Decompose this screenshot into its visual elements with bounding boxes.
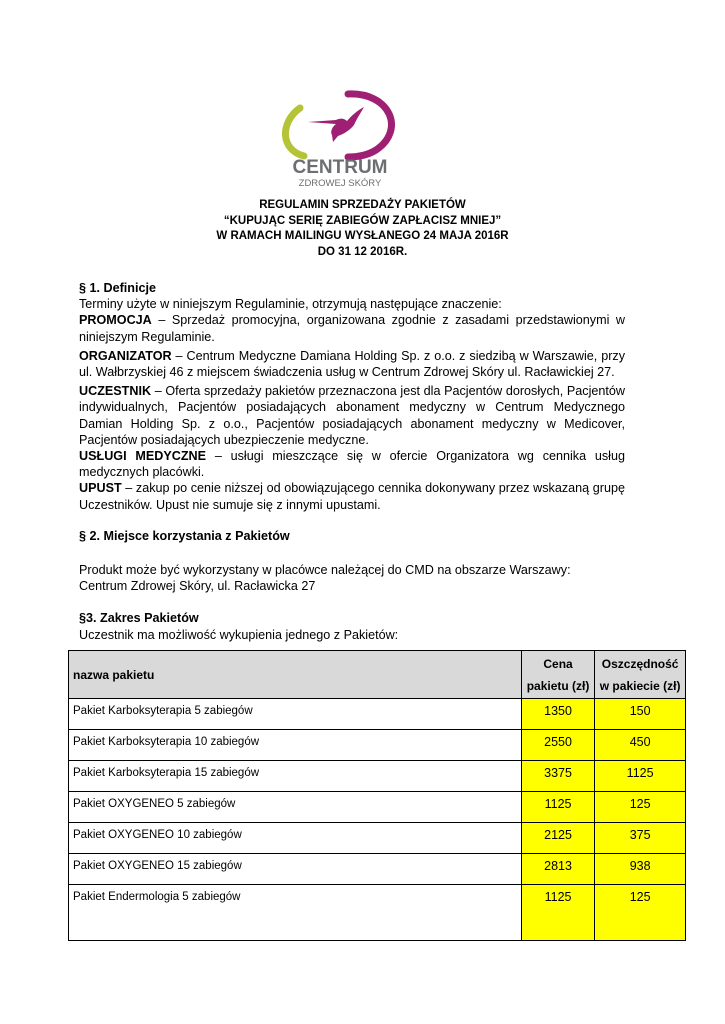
title-line-3: W RAMACH MAILINGU WYSŁANEGO 24 MAJA 2016R: [216, 230, 509, 242]
definition-uslugi-medyczne: [79, 448, 625, 480]
definition-term: UPUST: [79, 481, 122, 496]
packages-table: [68, 650, 686, 941]
header-price-line-2: pakietu (zł): [526, 679, 590, 693]
logo-green-arc: [285, 108, 304, 156]
header-package-name: nazwa pakietu: [69, 651, 522, 699]
logo-text-main: CENTRUM: [292, 157, 388, 178]
package-price: 2813: [521, 854, 594, 885]
header-savings: [595, 651, 686, 699]
package-savings: 125: [595, 885, 686, 941]
package-name: Pakiet Karboksyterapia 5 zabiegów: [69, 699, 522, 730]
title-line-2: “KUPUJĄC SERIĘ ZABIEGÓW ZAPŁACISZ MNIEJ”: [223, 214, 502, 227]
definition-term: ORGANIZATOR: [79, 348, 172, 363]
section-2-line-1: Produkt może być wykorzystany w placówce należącej do CMD na obszarze Warszawy:: [79, 563, 571, 578]
package-name: Pakiet OXYGENEO 15 zabiegów: [69, 854, 522, 885]
header-price: [521, 651, 594, 699]
package-name: Pakiet Karboksyterapia 10 zabiegów: [69, 730, 522, 761]
centrum-zdrowej-skory-logo: [278, 88, 402, 196]
definition-organizator: [79, 348, 625, 380]
table-row: [69, 730, 686, 761]
package-name: Pakiet Endermologia 5 zabiegów: [69, 885, 522, 941]
definition-term: UCZESTNIK: [79, 384, 152, 399]
package-savings: 375: [595, 823, 686, 854]
package-price: 2125: [521, 823, 594, 854]
definition-text: – Oferta sprzedaży pakietów przeznaczona jest dla Pacjentów dorosłych, Pacjentów indywidualnych, Pacjentów posiadających abonament medyczny w Centrum Medycznego Damian Holding Sp. z o.o., Pacjentów posiadających abonament medyczny w Medicover, Pacjentów posiadających ubezpieczenie medyczne.: [79, 384, 625, 447]
package-savings: 450: [595, 730, 686, 761]
table-header-row: [69, 651, 686, 699]
package-price: 1350: [521, 699, 594, 730]
table-row: [69, 823, 686, 854]
table-row: [69, 761, 686, 792]
section-3-heading: §3. Zakres Pakietów: [79, 611, 199, 626]
hummingbird-icon: [278, 88, 402, 196]
logo-text-sub: ZDROWEJ SKÓRY: [298, 178, 382, 189]
definition-text: – zakup po cenie niższej od obowiązującego cennika dokonywany przez wskazaną grupę Uczestników. Upust nie sumuje się z innymi upustami.: [79, 481, 625, 512]
section-1-intro: Terminy użyte w niniejszym Regulaminie, otrzymują następujące znaczenie:: [79, 297, 502, 312]
section-3-intro: Uczestnik ma możliwość wykupienia jednego z Pakietów:: [79, 627, 399, 642]
document-title: [0, 198, 725, 260]
definition-text: – Sprzedaż promocyjna, organizowana zgodnie z zasadami przedstawionymi w niniejszym Regulaminie.: [79, 313, 625, 344]
definition-text: – Centrum Medyczne Damiana Holding Sp. z o.o. z siedzibą w Warszawie, przy ul. Wałbrzyskiej 46 z miejscem świadczenia usług w Centrum Zdrowej Skóry ul. Racławickiej 27.: [79, 348, 625, 380]
section-2-line-2: Centrum Zdrowej Skóry, ul. Racławicka 27: [79, 579, 316, 594]
table-row: [69, 699, 686, 730]
logo-magenta-arc: [348, 94, 391, 157]
table-row: [69, 885, 686, 941]
document-body: [79, 280, 625, 643]
package-price: 1125: [521, 885, 594, 941]
package-savings: 150: [595, 699, 686, 730]
package-name: Pakiet Karboksyterapia 15 zabiegów: [69, 761, 522, 792]
header-price-line-1: Cena: [543, 657, 573, 671]
table-row: [69, 792, 686, 823]
header-savings-line-2: w pakiecie (zł): [599, 679, 681, 693]
title-line-1: REGULAMIN SPRZEDAŻY PAKIETÓW: [259, 199, 466, 211]
title-line-4: DO 31 12 2016R.: [317, 245, 408, 258]
definition-uczestnik: [79, 383, 625, 448]
package-name: Pakiet OXYGENEO 10 zabiegów: [69, 823, 522, 854]
definition-upust: [79, 480, 625, 512]
definition-text: – usługi mieszczące się w ofercie Organizatora wg cennika usług medycznych placówki.: [79, 449, 625, 480]
section-1-heading: § 1. Definicje: [79, 281, 156, 295]
package-savings: 1125: [595, 761, 686, 792]
package-price: 3375: [521, 761, 594, 792]
package-savings: 125: [595, 792, 686, 823]
package-price: 2550: [521, 730, 594, 761]
package-name: Pakiet OXYGENEO 5 zabiegów: [69, 792, 522, 823]
definition-term: USŁUGI MEDYCZNE: [79, 449, 207, 464]
definition-promocja: [79, 312, 625, 344]
package-savings: 938: [595, 854, 686, 885]
section-2-heading: § 2. Miejsce korzystania z Pakietów: [79, 528, 290, 543]
logo-bird-body: [308, 107, 364, 142]
package-price: 1125: [521, 792, 594, 823]
header-savings-line-1: Oszczędność: [601, 657, 679, 671]
table-row: [69, 854, 686, 885]
definition-term: PROMOCJA: [79, 313, 152, 328]
